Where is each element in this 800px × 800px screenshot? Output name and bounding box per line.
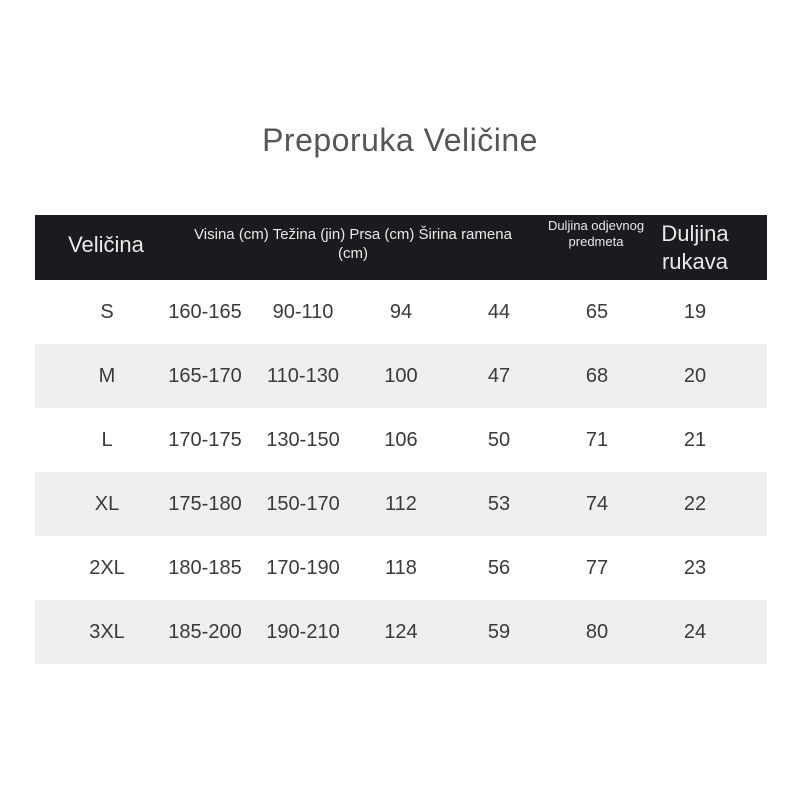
cell-size: XL xyxy=(94,493,120,515)
cell-shoulder: 50 xyxy=(487,429,511,451)
cell-chest: 124 xyxy=(384,621,418,643)
cell-shoulder: 56 xyxy=(487,557,511,579)
cell-chest: 94 xyxy=(389,301,413,323)
cell-sleeve: 19 xyxy=(683,301,707,323)
header-measurements: Visina (cm) Težina (jin) Prsa (cm) Širina ramena (cm) xyxy=(194,226,512,262)
cell-length: 74 xyxy=(585,493,609,515)
size-chart-table xyxy=(35,215,767,664)
cell-size: 3XL xyxy=(89,621,125,643)
cell-sleeve: 24 xyxy=(683,621,707,643)
cell-size: 2XL xyxy=(89,557,125,579)
cell-weight: 90-110 xyxy=(272,301,334,323)
cell-height: 165-170 xyxy=(168,365,242,387)
cell-size: M xyxy=(98,365,116,387)
header-size: Veličina xyxy=(68,232,144,257)
cell-shoulder: 53 xyxy=(487,493,511,515)
cell-weight: 190-210 xyxy=(266,621,340,643)
cell-height: 170-175 xyxy=(168,429,242,451)
cell-size: S xyxy=(100,301,114,323)
table-row xyxy=(35,472,767,536)
table-row xyxy=(35,600,767,664)
cell-height: 185-200 xyxy=(168,621,242,643)
cell-weight: 110-130 xyxy=(267,365,339,387)
table-row xyxy=(35,344,767,408)
header-garment-length: Duljina odjevnog predmeta xyxy=(547,218,645,250)
cell-weight: 170-190 xyxy=(266,557,340,579)
cell-sleeve: 20 xyxy=(683,365,707,387)
cell-length: 71 xyxy=(585,429,609,451)
page-title: Preporuka Veličine xyxy=(262,122,538,158)
cell-length: 65 xyxy=(585,301,609,323)
cell-shoulder: 44 xyxy=(487,301,511,323)
cell-shoulder: 59 xyxy=(487,621,511,643)
cell-height: 180-185 xyxy=(168,557,242,579)
cell-chest: 106 xyxy=(384,429,418,451)
header-sleeve-length: Duljina rukava xyxy=(661,221,729,274)
cell-chest: 118 xyxy=(385,557,417,579)
cell-sleeve: 21 xyxy=(683,429,707,451)
table-header xyxy=(35,215,767,280)
cell-length: 68 xyxy=(585,365,609,387)
cell-sleeve: 22 xyxy=(683,493,707,515)
table-row xyxy=(35,536,767,600)
cell-weight: 150-170 xyxy=(266,493,340,515)
cell-height: 175-180 xyxy=(168,493,242,515)
table-row xyxy=(35,280,767,344)
table-row xyxy=(35,408,767,472)
cell-sleeve: 23 xyxy=(683,557,707,579)
cell-size: L xyxy=(101,429,113,451)
cell-weight: 130-150 xyxy=(266,429,340,451)
cell-length: 80 xyxy=(585,621,609,643)
cell-height: 160-165 xyxy=(168,301,242,323)
cell-shoulder: 47 xyxy=(487,365,511,387)
cell-length: 77 xyxy=(585,557,609,579)
cell-chest: 112 xyxy=(385,493,417,515)
cell-chest: 100 xyxy=(384,365,418,387)
